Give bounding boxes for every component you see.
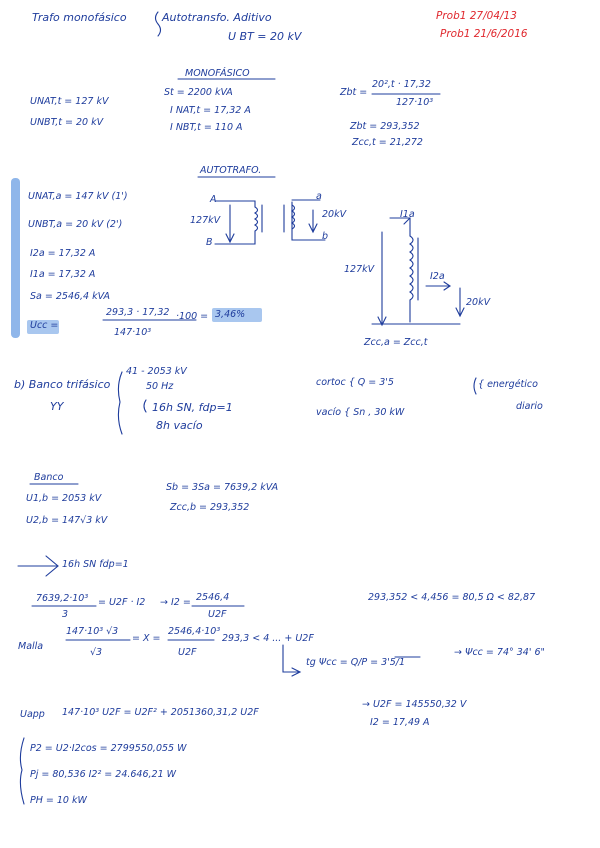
section-b-detail: 16h SN, fdp=1 bbox=[152, 401, 233, 414]
auto-line: Sa = 2546,4 kVA bbox=[30, 291, 110, 302]
test-data: cortoc { Q = 3'5 bbox=[316, 377, 394, 388]
eq1-rhs: = U2F · I2 bbox=[98, 597, 146, 608]
ucc-mid: ·100 = bbox=[176, 311, 209, 322]
mono-line: UNAT,t = 127 kV bbox=[30, 96, 109, 107]
problem-reference-2: Prob1 21/6/2016 bbox=[440, 28, 528, 40]
uapp-result-2: I2 = 17,49 A bbox=[370, 717, 430, 728]
test-data: vacío { Sn , 30 kW bbox=[316, 407, 405, 418]
circuit-label: a bbox=[316, 191, 322, 202]
eq1-numerator: 7639,2·10³ bbox=[36, 593, 89, 604]
eq1-denominator: 3 bbox=[62, 609, 69, 620]
section-b-detail: 8h vacío bbox=[156, 419, 203, 432]
zcc-equality: Zcc,a = Zcc,t bbox=[364, 337, 428, 348]
zbt-result: Zbt = 293,352 bbox=[350, 121, 420, 132]
banco-line: U2,b = 147√3 kV bbox=[26, 515, 108, 526]
malla-numerator: 147·10³ √3 bbox=[66, 626, 119, 637]
mono-line: I NBT,t = 110 A bbox=[170, 122, 243, 133]
circuit-label: b bbox=[322, 231, 329, 242]
zbt-lhs: Zbt = bbox=[340, 87, 368, 98]
section-b-detail: 41 - 2053 kV bbox=[126, 366, 187, 377]
tangent-eq: tg Ψcc = Q/P = 3'5/1 bbox=[306, 657, 406, 668]
power-line: Pj = 80,536 I2² = 24.646,21 W bbox=[30, 769, 177, 780]
eq2-lhs: → I2 = bbox=[160, 597, 191, 608]
circuit-label: I1a bbox=[400, 209, 415, 220]
circuit-label: 20kV bbox=[322, 209, 347, 220]
zbt-numerator: 20²,t · 17,32 bbox=[372, 79, 431, 90]
zbt-denominator: 127·10³ bbox=[396, 97, 434, 108]
circuit-label: B bbox=[206, 237, 213, 248]
ucc-numerator: 293,3 · 17,32 bbox=[106, 307, 170, 318]
circuit-label: I2a bbox=[430, 271, 445, 282]
power-line: PH = 10 kW bbox=[30, 795, 87, 806]
section-b-title: b) Banco trifásico bbox=[14, 378, 111, 391]
header-mid-note: Autotransfo. Aditivo bbox=[162, 11, 272, 24]
uapp-label: Uapp bbox=[20, 709, 45, 720]
margin-highlight-bar bbox=[11, 178, 20, 338]
uapp-equation: 147·10³ U2F = U2F² + 2051360,31,2 U2F bbox=[62, 707, 259, 718]
auto-line: I2a = 17,32 A bbox=[30, 248, 96, 259]
condition-label: 16h SN fdp=1 bbox=[62, 559, 129, 570]
mono-line: St = 2200 kVA bbox=[164, 87, 233, 98]
impedance-polar: 293,352 < 4,456 = 80,5 Ω < 82,87 bbox=[368, 592, 536, 603]
auto-line: I1a = 17,32 A bbox=[30, 269, 96, 280]
circuit-label: 127kV bbox=[344, 264, 375, 275]
malla-denominator: √3 bbox=[90, 647, 103, 658]
problem-reference-1: Prob1 27/04/13 bbox=[436, 10, 517, 22]
power-line: P2 = U2·I2cos = 2799550,055 W bbox=[30, 743, 187, 754]
eq2-denominator: U2F bbox=[208, 609, 227, 620]
mono-line: I NAT,t = 17,32 A bbox=[170, 105, 251, 116]
malla-rest: 293,3 < 4 ... + U2F bbox=[222, 633, 314, 644]
eq2-numerator: 2546,4 bbox=[196, 592, 230, 603]
header-left-note: Trafo monofásico bbox=[32, 11, 127, 24]
banco-line: U1,b = 2053 kV bbox=[26, 493, 102, 504]
mono-title: MONOFÁSICO bbox=[185, 68, 250, 79]
ucc-denominator: 147·10³ bbox=[114, 327, 152, 338]
malla-numerator-2: 2546,4·10³ bbox=[168, 626, 221, 637]
energetic-note: diario bbox=[516, 401, 543, 412]
section-b-connection: YY bbox=[50, 400, 64, 413]
uapp-result-1: → U2F = 145550,32 V bbox=[362, 699, 467, 710]
banco-title: Banco bbox=[34, 472, 64, 483]
ucc-result: 3,46% bbox=[215, 309, 246, 320]
circuit-label: 127kV bbox=[190, 215, 221, 226]
section-b-detail: 50 Hz bbox=[146, 381, 174, 392]
malla-op: = X = bbox=[132, 633, 161, 644]
ucc-lhs: Ucc = bbox=[30, 320, 59, 331]
banco-line: Sb = 3Sa = 7639,2 kVA bbox=[166, 482, 279, 493]
malla-label: Malla bbox=[18, 641, 44, 652]
header-mid-note-2: U BT = 20 kV bbox=[228, 30, 302, 43]
circuit-label: 20kV bbox=[466, 297, 491, 308]
auto-title: AUTOTRAFO. bbox=[200, 165, 262, 176]
auto-line: UNBT,a = 20 kV (2') bbox=[28, 219, 123, 230]
tangent-result: → Ψcc = 74° 34' 6" bbox=[454, 647, 545, 658]
zcc-result: Zcc,t = 21,272 bbox=[352, 137, 423, 148]
circuit-label: A bbox=[210, 194, 217, 205]
energetic-note: { energético bbox=[478, 379, 538, 390]
auto-line: UNAT,a = 147 kV (1') bbox=[28, 191, 128, 202]
banco-line: Zcc,b = 293,352 bbox=[170, 502, 250, 513]
malla-denominator-2: U2F bbox=[178, 647, 197, 658]
mono-line: UNBT,t = 20 kV bbox=[30, 117, 104, 128]
